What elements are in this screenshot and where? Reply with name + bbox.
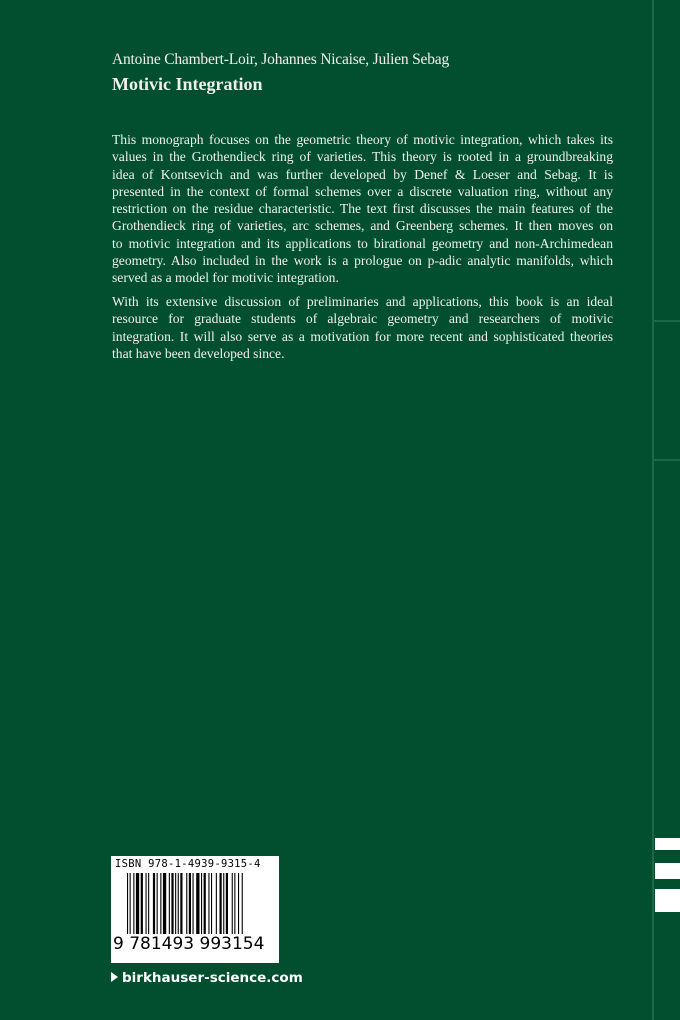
edge-mark (655, 838, 680, 850)
text-line: This monograph focuses on the geometric theory of motivic integration, which takes its (112, 132, 613, 147)
text-line: restriction on the residue characteristic. The text first discusses the main features of the (112, 201, 613, 217)
text-line: geometry. Also included in the work is a prologue on p-adic analytic manifolds, which (112, 253, 613, 269)
barcode-digits: 9 781493 993154 (113, 934, 265, 954)
publisher-website[interactable] (111, 970, 303, 986)
book-title: Motivic Integration (112, 74, 263, 94)
edge-mark (655, 863, 680, 879)
spine-guide-line (652, 0, 654, 1020)
text-line: idea of Kontsevich and was further developed by Denef & Loeser and Sebag. It is (112, 166, 613, 182)
edge-mark (655, 889, 680, 912)
text-line: that have been developed since. (112, 345, 285, 361)
description-paragraph-2 (112, 293, 613, 362)
isbn-barcode (111, 856, 279, 963)
isbn-label: ISBN 978-1-4939-9315-4 (115, 858, 261, 870)
text-line: to motivic integration and its applications to birational geometry and non-Archimedean (112, 235, 613, 251)
website-link[interactable]: birkhauser-science.com (122, 970, 303, 986)
spine-divider (654, 320, 680, 322)
text-line: values in the Grothendieck ring of varieties. This theory is rooted in a groundbreaking (112, 149, 613, 165)
text-line: With its extensive discussion of preliminaries and applications, this book is an ideal (112, 294, 613, 309)
arrow-right-icon (111, 972, 118, 982)
text-line: resource for graduate students of algebraic geometry and researchers of motivic (112, 311, 613, 327)
text-line: integration. It will also serve as a motivation for more recent and sophisticated theories (112, 328, 613, 344)
text-line: served as a model for motivic integration. (112, 270, 339, 286)
description-paragraph-1 (112, 131, 613, 287)
text-line: presented in the context of formal schemes over a discrete valuation ring, without any (112, 183, 613, 199)
spine-divider (654, 459, 680, 461)
text-line: Grothendieck ring of varieties, arc schemes, and Greenberg schemes. It then moves on (112, 218, 613, 234)
book-authors: Antoine Chambert-Loir, Johannes Nicaise, Julien Sebag (112, 51, 450, 68)
